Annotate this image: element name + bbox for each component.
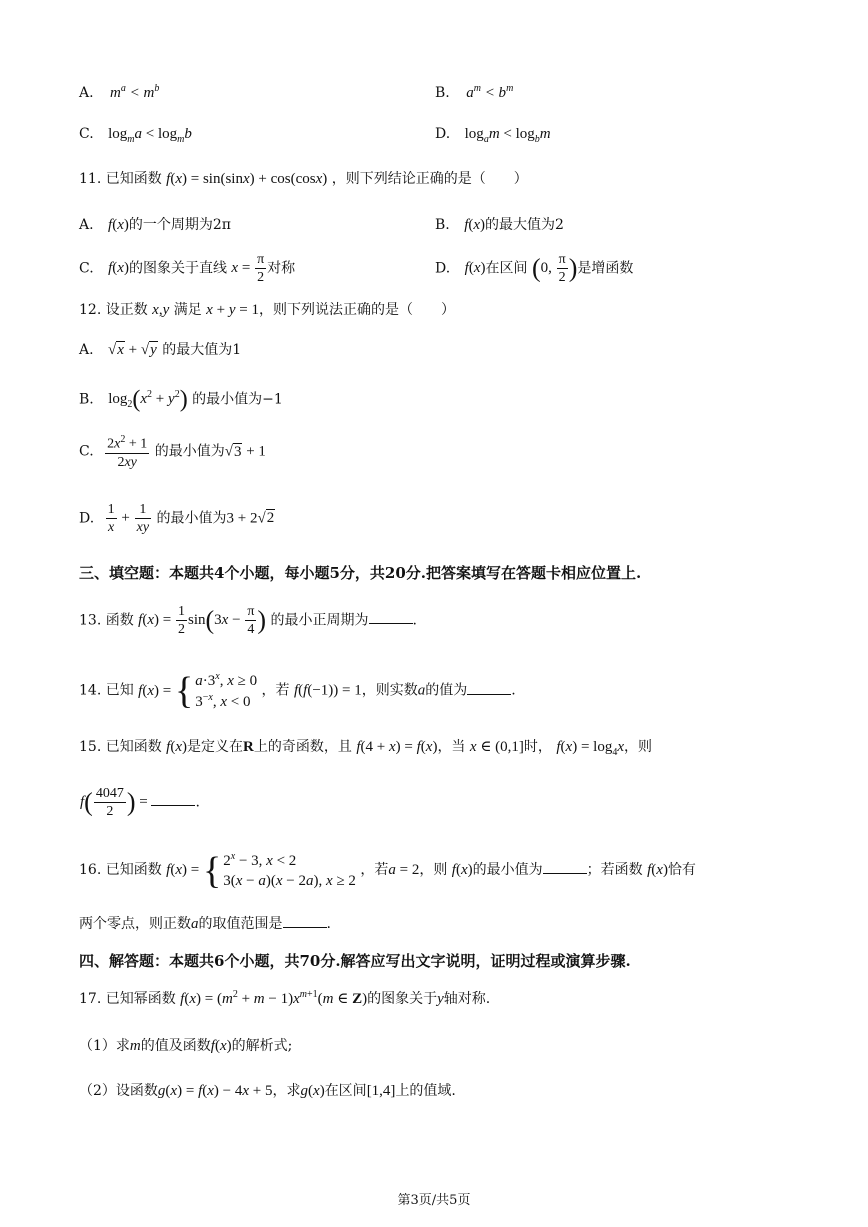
question-14: 14. 已知 f(x) = { $a\cdot 3^x$, x ≥ 0 $3^{-x}$, x < 0 ，若 f(f(−1)) = 1，则实数a的值为 .	[79, 670, 516, 713]
question-17-part-2	[79, 1084, 456, 1099]
option-label: A.	[79, 85, 94, 101]
question-text: ，则	[419, 862, 448, 879]
math: y	[437, 991, 444, 1007]
question-text: 14. 已知	[79, 682, 134, 699]
option-label: B.	[435, 85, 450, 101]
option-text: 的一个周期为2π	[128, 217, 231, 233]
question-text: 上的奇函数，且	[253, 739, 352, 755]
math: (0, $\frac{\pi}{2}$ )	[531, 252, 578, 286]
question-text: 11. 已知函数	[79, 171, 162, 187]
math: f(x) = { $2^x - 3$, x < 2 3(x − a)(x − 2a), x ≥ 2	[166, 849, 356, 892]
question-12: 12. 设正数 x,y 满足 x + y = 1，则下列说法正确的是（ ）	[79, 302, 455, 318]
option-label: C.	[79, 126, 94, 142]
math: f(x)	[451, 862, 473, 879]
page-footer: 第3页/共5页	[397, 1193, 471, 1208]
question-text: 的图象关于	[367, 991, 438, 1007]
math: f( $\frac{4047}{2}$ ) =	[80, 786, 152, 820]
question-text: ，若	[261, 682, 290, 699]
math: $\log_am < \log_bm$	[464, 126, 551, 145]
answer-blank[interactable]	[467, 693, 511, 695]
question-text: 时，	[523, 739, 552, 755]
question-11	[79, 172, 528, 187]
question-text: （1）求	[79, 1038, 130, 1054]
math: f(f(−1)) = 1	[294, 682, 362, 699]
math: f(x)	[647, 862, 668, 879]
answer-blank[interactable]	[543, 872, 587, 874]
option-a	[79, 84, 159, 101]
option-text: 在区间	[485, 260, 528, 277]
question-text: 12. 设正数	[79, 302, 148, 318]
question-text: 上的值域.	[395, 1083, 456, 1099]
q12-option-c	[79, 434, 266, 470]
option-b	[435, 84, 513, 101]
math: g(x) = f(x) − 4x + 5	[157, 1083, 273, 1099]
math: $m^a < m^b$	[110, 83, 160, 101]
option-label: A.	[79, 217, 94, 233]
question-17-part-1	[79, 1039, 292, 1054]
question-16-cont: 两个零点，则正数a的取值范围是 .	[79, 916, 331, 932]
math: f(x)	[464, 260, 486, 277]
q12-option-b	[79, 388, 283, 412]
option-text: 的最小值为−1	[192, 391, 283, 408]
question-text: 轴对称.	[443, 991, 491, 1007]
math: $f(x) = (m^2 + m - 1)x^{m+1}(m$ ∈ Z)	[180, 989, 368, 1007]
question-15: 15. 已知函数 f(x)是定义在R上的奇函数，且 f(4 + x) = f(x)，当 x ∈ (0,1]时， $f(x) = \log_4x$，则	[79, 739, 652, 758]
section-heading: 三、填空题：本题共4个小题，每小题5分，共20分.把答案填写在答题卡相应位置上.	[79, 564, 642, 582]
option-text: 的图象关于直线	[128, 260, 227, 277]
option-label: C.	[79, 443, 94, 460]
question-text: 在区间	[324, 1083, 367, 1099]
math: $\log_ma < \log_mb$	[108, 126, 192, 145]
math: x ∈ (0,1]	[469, 739, 524, 755]
option-text: 是增函数	[577, 260, 634, 277]
answer-blank[interactable]	[283, 926, 327, 928]
math: f(4 + x) = f(x)	[356, 739, 438, 755]
question-text: （2）设函数	[79, 1083, 158, 1099]
option-label: B.	[435, 217, 450, 233]
math: a = 2	[388, 862, 420, 879]
question-text: ，则	[624, 739, 652, 755]
option-text: 对称	[267, 260, 296, 277]
section-heading: 四、解答题：本题共6个小题，共70分.解答应写出文字说明，证明过程或演算步骤.	[79, 952, 631, 970]
question-text: 的取值范围是	[198, 916, 283, 932]
math: $\frac{1}{x}$ + $\frac{1}{xy}$	[107, 502, 150, 536]
q12-option-a	[79, 343, 241, 358]
q11-option-a	[79, 218, 231, 233]
math: f(x)	[210, 1038, 232, 1054]
math: √3 + 1	[224, 443, 266, 460]
math: f(x) = $\frac{1}{2}$ sin(3x − $\frac{\pi}{4}$ )	[138, 604, 267, 638]
option-label: B.	[79, 391, 94, 408]
q12-option-d	[79, 502, 275, 536]
question-text: 16. 已知函数	[79, 862, 162, 879]
math: x + y = 1	[206, 302, 259, 318]
question-text: 是定义在	[187, 739, 244, 755]
math: f(x) = { $a\cdot 3^x$, x ≥ 0 $3^{-x}$, x < 0	[138, 670, 258, 713]
question-text: 的最小正周期为	[270, 612, 369, 629]
option-label: A.	[79, 342, 94, 358]
question-text: ，则实数	[361, 682, 418, 699]
math: f(x)	[108, 217, 129, 233]
option-text: 的最大值为1	[162, 342, 242, 358]
option-label: D.	[79, 510, 95, 527]
question-text: 的值为	[425, 682, 468, 699]
question-text: 15. 已知函数	[79, 739, 162, 755]
answer-blank[interactable]	[151, 804, 195, 806]
math: f(x) = sin(sinx) + cos(cosx)	[166, 171, 328, 187]
math: f(x)	[464, 217, 486, 233]
math: g(x)	[300, 1083, 325, 1099]
option-text: 的最小值为	[156, 510, 227, 527]
question-text: 两个零点，则正数	[79, 916, 191, 932]
math: x	[152, 302, 159, 318]
question-text: ，则下列说法正确的是（ ）	[258, 302, 455, 318]
question-15-cont: f( $\frac{4047}{2}$ ) = .	[80, 786, 200, 820]
question-text: ，当	[437, 739, 466, 755]
question-text: ，若	[360, 862, 389, 879]
math: $\log_2(x^2 + y^2)$	[108, 387, 188, 413]
math: $f(x) = \log_4x$	[556, 739, 624, 758]
question-text: ，求	[272, 1083, 301, 1099]
math: √x + √y	[108, 342, 157, 358]
option-label: D.	[435, 260, 451, 277]
math: a	[191, 916, 199, 932]
question-text: 17. 已知幂函数	[79, 991, 176, 1007]
option-c	[79, 127, 192, 145]
q11-option-c	[79, 252, 295, 286]
question-text: ，则下列结论正确的是（ ）	[331, 171, 528, 187]
question-text: 的值及函数	[140, 1038, 211, 1054]
option-text: 的最小值为	[154, 443, 225, 460]
question-text: 13. 函数	[79, 612, 134, 629]
question-text: 的解析式;	[231, 1038, 293, 1054]
q11-option-d	[435, 252, 633, 286]
math: m	[129, 1038, 141, 1054]
question-16	[79, 850, 696, 892]
q11-option-b	[435, 218, 564, 233]
question-text: 满足	[173, 302, 202, 318]
question-13: 13. 函数 f(x) = $\frac{1}{2}$ sin(3x − $\frac{\pi}{4}$ ) 的最小正周期为 .	[79, 604, 417, 638]
option-text: 的最大值为2	[485, 217, 564, 233]
question-text: 恰有	[667, 862, 696, 879]
math: $a^m < b^m$	[466, 83, 514, 101]
math: $\frac{2x^2 + 1}{2xy}$	[107, 434, 148, 471]
math: x = $\frac{\pi}{2}$	[231, 252, 265, 286]
question-17	[79, 990, 490, 1007]
math: a	[417, 682, 426, 699]
answer-blank[interactable]	[369, 622, 413, 624]
math: f(x)	[166, 739, 188, 755]
question-text: 的最小值为	[472, 862, 543, 879]
option-d	[435, 127, 551, 145]
math: f(x)	[108, 260, 129, 277]
math: 3 + 2√2	[226, 510, 275, 527]
question-text: ；若函数	[586, 862, 643, 879]
option-label: D.	[435, 126, 451, 142]
option-label: C.	[79, 260, 94, 277]
math: [1,4]	[366, 1083, 396, 1099]
